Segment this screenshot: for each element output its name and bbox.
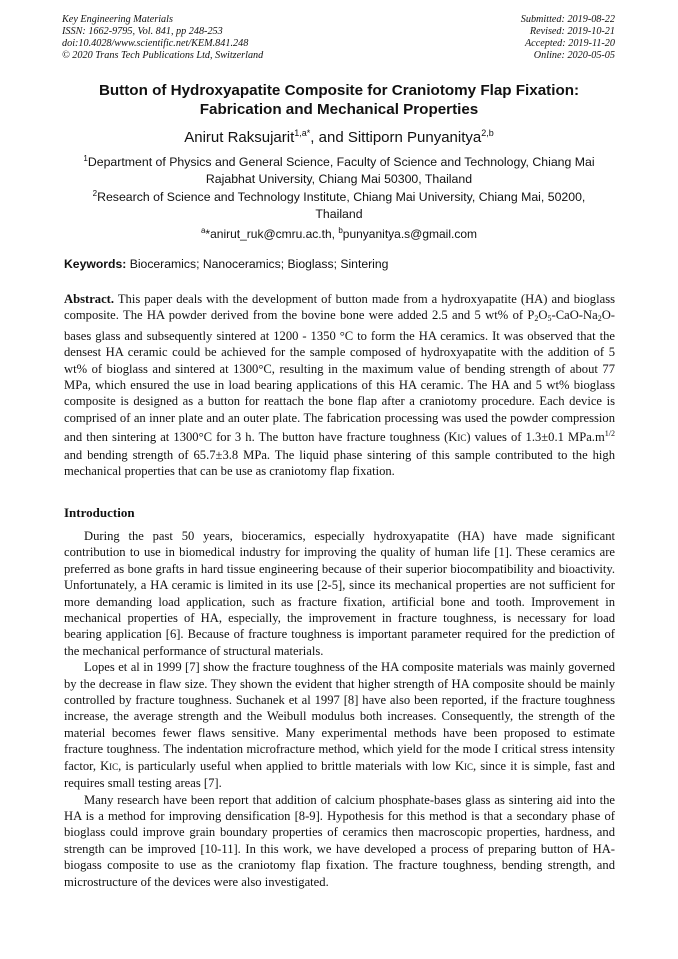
introduction-body bbox=[64, 528, 615, 890]
date-revised: Revised: 2019-10-21 bbox=[529, 26, 615, 37]
abstract-paragraph bbox=[64, 291, 615, 479]
author-list bbox=[40, 124, 638, 147]
author-1: Anirut Raksujarit bbox=[184, 129, 295, 146]
intro-paragraph-1: During the past 50 years, bioceramics, especially hydroxyapatite (HA) have made significant contribution to use in biomedical industry for improving the quality of human life [1]. These ceramics are preferred as bone grafts in hard tissue engineering because of their superior biocompatibility and bioactivity. Unfortunately, a HA ceramic is limited in its use [2-5], since its mechanical properties are not sufficient for more demanding load application, such as fracture fixation, artificial bone and tooth. Improvement in mechanical properties of HA, especially, the improvement in fracture toughness, is necessary for load bearing application [6]. Because of fracture toughness is important parameter required for the prediction of the mechanical performance of structural materials. bbox=[64, 529, 615, 658]
journal-copyright: © 2020 Trans Tech Publications Ltd, Switzerland bbox=[62, 50, 264, 61]
journal-issn: ISSN: 1662-9795, Vol. 841, pp 248-253 bbox=[62, 26, 223, 37]
affiliation-1-line2: Rajabhat University, Chiang Mai 50300, Thailand bbox=[205, 172, 473, 187]
email-a-mark: a bbox=[200, 226, 206, 235]
author-connector: , and Sittiporn Punyanitya bbox=[310, 129, 482, 146]
intro-paragraph-3: Many research have been report that addition of calcium phosphate-bases glass as sintering aid into the HA is a method for improving densification [8-9]. Hypothesis for this method is that a secondary phase of bioglass could improve grain boundary properties of ceramics then macroscopic properties, hardness, and strength can be improved [10-11]. In this work, we have developed a process of preparing button of HA-biogass composite to use as the craniotomy flap fixation. The fracture toughness, bending strength, and microstructure of the devices were also investigated. bbox=[64, 792, 615, 889]
unit-exponent: 1/2 bbox=[604, 429, 615, 439]
abstract-text-4: and bending strength of 65.7±3.8 MPa. The liquid phase sintering of this sample contributed to the high mechanical properties that can be use as craniotomy flap fixation. bbox=[64, 447, 615, 479]
journal-info bbox=[62, 14, 263, 62]
email-b[interactable]: punyanitya.s@gmail.com bbox=[342, 227, 478, 241]
keywords-line bbox=[64, 256, 615, 272]
affiliation-2 bbox=[70, 185, 608, 223]
keywords-text: Bioceramics; Nanoceramics; Bioglass; Sintering bbox=[126, 257, 389, 271]
journal-doi: doi:10.4028/www.scientific.net/KEM.841.248 bbox=[62, 38, 249, 49]
author-2-affiliation-mark: 2,b bbox=[481, 128, 494, 138]
intro-paragraph-2: Lopes et al in 1999 [7] show the fracture toughness of the HA composite materials was mainly governed by the decrease in flaw size. They shown the evident that higher strength of HA composite should be mainly controlled by fracture toughness. Suchanek et al 1997 [8] have also been reported, if the fracture toughness increase, the average strength and the Weibull modulus both increases. Consequently, the strength of the material becomes fewer flaws sensitive. Many experimental methods have been proposed to estimate fracture toughness. The indentation microfracture method, which yield for the mode I critical stress intensity factor, KIC, is particularly useful when applied to brittle materials with low KIC, since it is simple, fast and requires small testing areas [7]. bbox=[64, 660, 615, 791]
paper-title bbox=[40, 81, 638, 119]
affiliation-1-mark: 1 bbox=[83, 154, 88, 163]
abstract-text-1: This paper deals with the development of button made from a hydroxyapatite (HA) and bioglass composite. The HA powder derived from the bovine bone were added 2.5 and 5 wt% of bbox=[64, 292, 615, 323]
abstract-text-2: -bases glass and subsequently sintered at 1200 - 1350 °C to form the HA ceramics. It was observed that the densest HA ceramic could be achieved for the sample composed of hydroxyapatite with the addition of 5 wt% of bioglass and sintered at 1300°C, resulting in the maximum value of bending strength of about 77 MPa, which ensured the use in load bearing applications of this HA ceramic. The HA and 5 wt% bioglass composite is designed as a button for reattach the bone flap after a craniotomy procedure. Each device is comprised of an inner plate and an outer plate. The fabrication processing was used the powder compression and then sintering at 1300°C for 3 h. The button have fracture toughness (K bbox=[64, 308, 615, 445]
date-online: Online: 2020-05-05 bbox=[533, 50, 615, 61]
abstract-text-3: ) values of 1.3±0.1 MPa.m bbox=[466, 430, 605, 445]
affiliation-1-line1: Department of Physics and General Science, Faculty of Science and Technology, Chiang Mai bbox=[87, 155, 595, 170]
paper-title-line2: Fabrication and Mechanical Properties bbox=[199, 101, 479, 118]
affiliation-1 bbox=[70, 150, 608, 188]
abstract-label: Abstract. bbox=[64, 292, 115, 306]
email-b-mark: b bbox=[338, 226, 343, 235]
journal-header bbox=[62, 14, 615, 64]
affiliation-2-line1: Research of Science and Technology Institute, Chiang Mai University, Chiang Mai, 50200, bbox=[97, 190, 586, 205]
author-emails bbox=[70, 222, 608, 243]
journal-name: Key Engineering Materials bbox=[62, 14, 173, 25]
glass-formula: $P_2O_5-CaO-Na_2O$ bbox=[527, 308, 611, 324]
date-submitted: Submitted: 2019-08-22 bbox=[520, 14, 615, 25]
email-a[interactable]: *anirut_ruk@cmru.ac.th, bbox=[205, 227, 339, 241]
affiliation-2-line2: Thailand bbox=[315, 207, 363, 222]
keywords-label: Keywords: bbox=[64, 257, 127, 271]
date-accepted: Accepted: 2019-11-20 bbox=[524, 38, 615, 49]
paper-title-line1: Button of Hydroxyapatite Composite for Craniotomy Flap Fixation: bbox=[98, 82, 580, 99]
author-1-affiliation-mark: 1,a* bbox=[294, 128, 311, 138]
affiliation-2-mark: 2 bbox=[92, 189, 98, 198]
article-dates bbox=[521, 14, 615, 62]
section-heading-introduction: Introduction bbox=[64, 505, 135, 520]
kic-subscript: IC bbox=[457, 433, 467, 444]
